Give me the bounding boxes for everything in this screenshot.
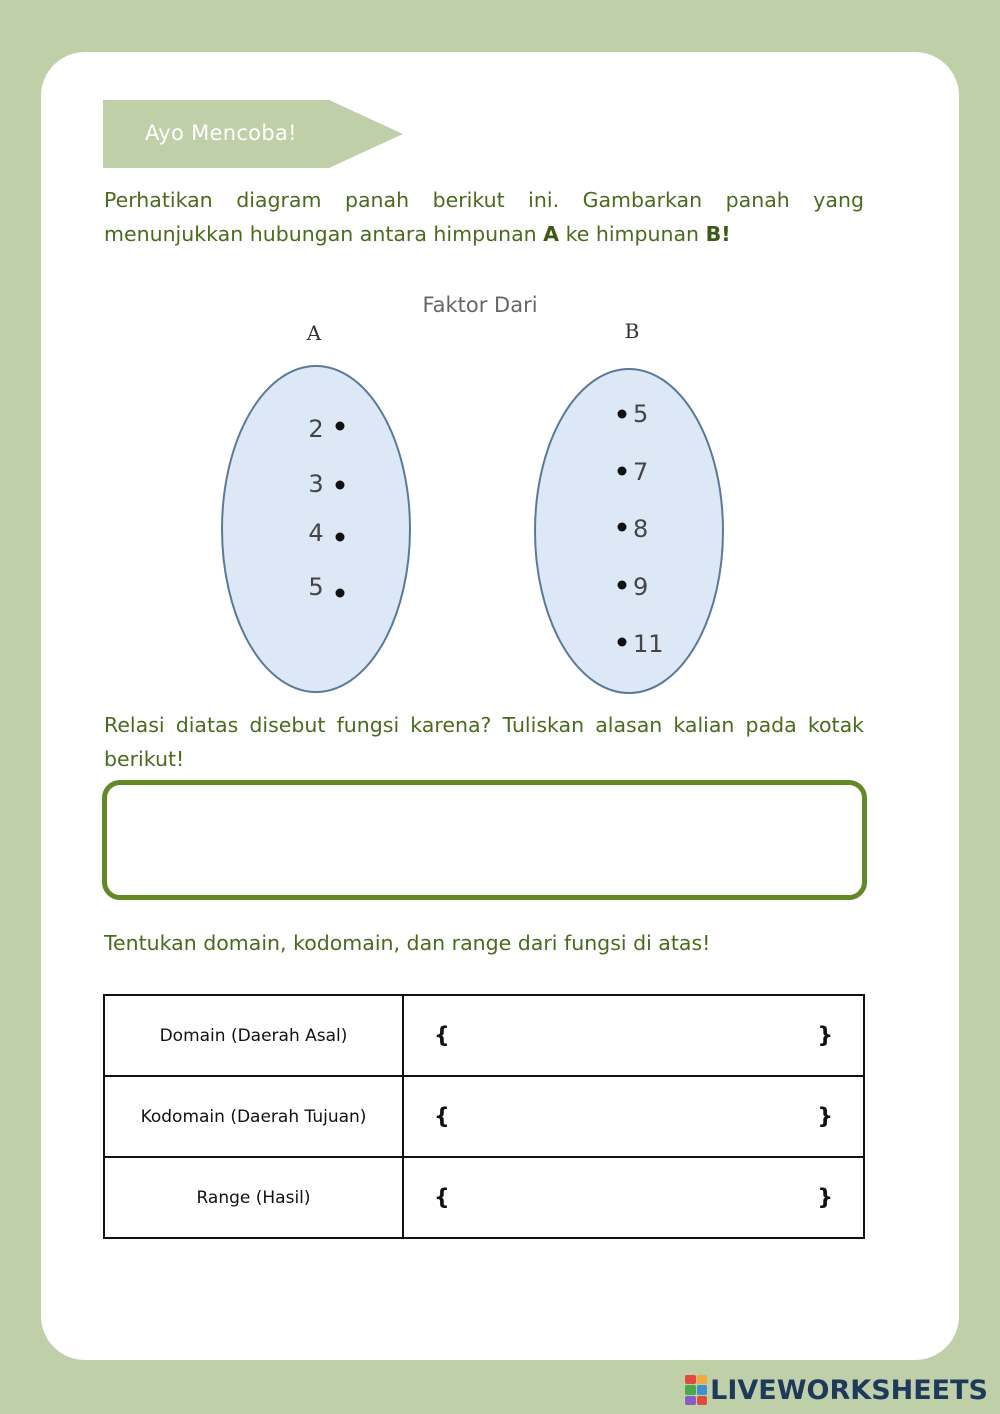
set-a-dot[interactable] bbox=[336, 589, 345, 598]
range-answer-cell[interactable] bbox=[403, 1157, 864, 1238]
question-reason: Relasi diatas disebut fungsi karena? Tuliskan alasan kalian pada kotak berikut! bbox=[104, 713, 864, 771]
arrow-diagram-svg bbox=[190, 285, 750, 700]
liveworksheets-logo bbox=[685, 1372, 988, 1408]
set-b-dot[interactable] bbox=[618, 581, 627, 590]
row-label: Domain (Daerah Asal) bbox=[104, 995, 403, 1076]
reason-answer-box[interactable] bbox=[102, 780, 867, 900]
instruction-part-1: Perhatikan diagram panah berikut ini. Gambarkan panah yang menunjukkan hubungan antara himpunan bbox=[104, 188, 864, 246]
logo-text: LIVEWORKSHEETS bbox=[710, 1374, 988, 1406]
set-b-label: B bbox=[624, 319, 640, 343]
diagram-title: Faktor Dari bbox=[422, 293, 538, 317]
open-brace: { bbox=[434, 1104, 450, 1129]
set-b-item: 11 bbox=[633, 630, 664, 658]
set-b-dot[interactable] bbox=[618, 523, 627, 532]
banner bbox=[103, 100, 403, 168]
set-a-dot[interactable] bbox=[336, 481, 345, 490]
question-domain-range: Tentukan domain, kodomain, dan range dari fungsi di atas! bbox=[104, 931, 711, 955]
codomain-answer-cell[interactable] bbox=[403, 1076, 864, 1157]
set-a-dot[interactable] bbox=[336, 422, 345, 431]
close-brace: } bbox=[817, 1023, 833, 1048]
instruction-set-b: B! bbox=[705, 222, 731, 246]
set-a-item: 3 bbox=[308, 470, 324, 498]
set-b-item: 8 bbox=[633, 515, 649, 543]
set-b-item: 9 bbox=[633, 573, 649, 601]
set-b-ellipse bbox=[535, 369, 723, 693]
close-brace: } bbox=[817, 1104, 833, 1129]
arrow-diagram bbox=[190, 285, 750, 700]
open-brace: { bbox=[434, 1023, 450, 1048]
banner-label: Ayo Mencoba! bbox=[145, 121, 297, 145]
table-row bbox=[104, 1157, 864, 1238]
set-b-dot[interactable] bbox=[618, 467, 627, 476]
set-a-label: A bbox=[306, 321, 322, 345]
row-label: Kodomain (Daerah Tujuan) bbox=[104, 1076, 403, 1157]
set-a-item: 4 bbox=[308, 519, 324, 547]
set-b-item: 5 bbox=[633, 400, 649, 428]
set-b-dot[interactable] bbox=[618, 410, 627, 419]
set-b-item: 7 bbox=[633, 458, 649, 486]
logo-badge-icon bbox=[685, 1375, 707, 1405]
set-a-item: 5 bbox=[308, 573, 324, 601]
close-brace: } bbox=[817, 1185, 833, 1210]
row-label: Range (Hasil) bbox=[104, 1157, 403, 1238]
set-a-item: 2 bbox=[308, 415, 324, 443]
domain-range-table bbox=[103, 994, 865, 1239]
table-row bbox=[104, 995, 864, 1076]
domain-answer-cell[interactable] bbox=[403, 995, 864, 1076]
instruction-part-2: ke himpunan bbox=[559, 222, 706, 246]
instruction-set-a: A bbox=[543, 222, 560, 246]
open-brace: { bbox=[434, 1185, 450, 1210]
table-row bbox=[104, 1076, 864, 1157]
set-b-dot[interactable] bbox=[618, 638, 627, 647]
set-a-dot[interactable] bbox=[336, 533, 345, 542]
instruction-text bbox=[104, 183, 864, 251]
